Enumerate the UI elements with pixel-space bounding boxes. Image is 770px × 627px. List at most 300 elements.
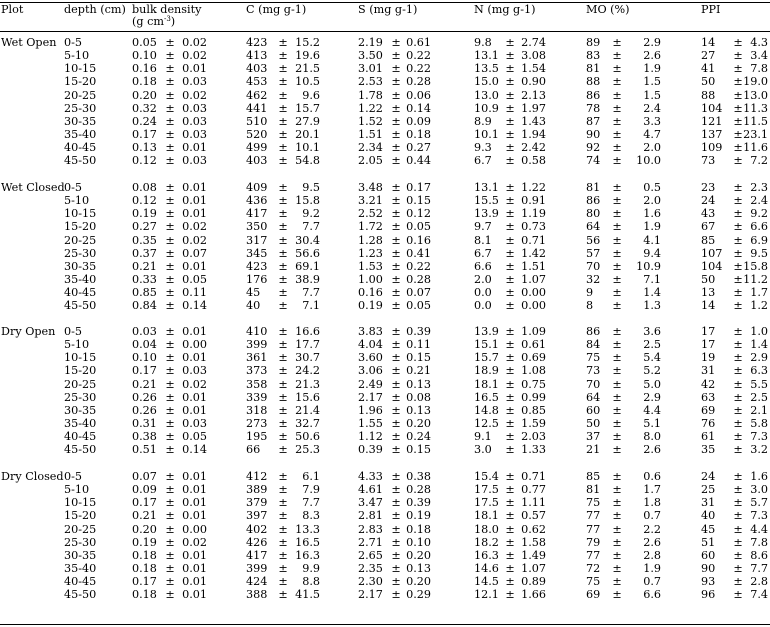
plus-minus-sign: ± [278, 391, 288, 404]
mo-cell: 56 [586, 234, 601, 247]
s-cell: 4.04 [358, 338, 383, 351]
ppi-error-cell: 15.8 [743, 260, 768, 273]
mo-cell: 78 [586, 102, 601, 115]
bd-cell: 0.26 [132, 404, 157, 417]
plus-minus-sign: ± [612, 391, 622, 404]
plus-minus-sign: ± [733, 260, 743, 273]
plus-minus-sign: ± [733, 115, 743, 128]
plus-minus-sign: ± [733, 154, 743, 167]
plus-minus-sign: ± [278, 483, 288, 496]
plus-minus-sign: ± [165, 75, 175, 88]
plus-minus-sign: ± [165, 62, 175, 75]
plus-minus-sign: ± [612, 496, 622, 509]
c-cell: 389 [246, 483, 268, 496]
n-error-cell: 0.90 [521, 75, 546, 88]
s-cell: 1.96 [358, 404, 383, 417]
n-error-cell: 1.22 [521, 181, 546, 194]
plus-minus-sign: ± [165, 207, 175, 220]
s-cell: 3.47 [358, 496, 383, 509]
mo-error-cell: 7.1 [643, 273, 661, 286]
c-error-cell: 30.4 [295, 234, 320, 247]
bd-error-cell: 0.14 [182, 299, 207, 312]
plus-minus-sign: ± [391, 430, 401, 443]
bd-cell: 0.21 [132, 260, 157, 273]
c-error-cell: 32.7 [295, 417, 320, 430]
c-cell: 402 [246, 523, 268, 536]
ppi-cell: 88 [701, 89, 716, 102]
c-error-cell: 16.3 [295, 549, 320, 562]
ppi-cell: 109 [701, 141, 723, 154]
bd-error-cell: 0.01 [182, 496, 207, 509]
bd-cell: 0.32 [132, 102, 157, 115]
plus-minus-sign: ± [733, 378, 743, 391]
ppi-cell: 40 [701, 509, 716, 522]
plus-minus-sign: ± [278, 470, 288, 483]
plus-minus-sign: ± [505, 351, 515, 364]
ppi-cell: 13 [701, 286, 716, 299]
n-cell: 15.5 [474, 194, 499, 207]
plus-minus-sign: ± [278, 181, 288, 194]
bd-cell: 0.19 [132, 207, 157, 220]
plus-minus-sign: ± [391, 509, 401, 522]
bd-error-cell: 0.01 [182, 260, 207, 273]
s-cell: 4.61 [358, 483, 383, 496]
ppi-cell: 14 [701, 36, 716, 49]
bd-error-cell: 0.01 [182, 509, 207, 522]
mo-cell: 8 [586, 299, 594, 312]
mo-cell: 69 [586, 588, 601, 601]
plus-minus-sign: ± [278, 89, 288, 102]
plus-minus-sign: ± [278, 286, 288, 299]
bd-cell: 0.04 [132, 338, 157, 351]
c-error-cell: 9.2 [302, 207, 320, 220]
n-cell: 14.5 [474, 575, 499, 588]
mo-cell: 92 [586, 141, 601, 154]
ppi-error-cell: 23.1 [743, 128, 768, 141]
n-cell: 13.1 [474, 49, 499, 62]
plus-minus-sign: ± [391, 378, 401, 391]
ppi-cell: 50 [701, 75, 716, 88]
s-error-cell: 0.22 [406, 49, 431, 62]
plus-minus-sign: ± [278, 325, 288, 338]
plus-minus-sign: ± [505, 128, 515, 141]
header-sulfur: S (mg g-1) [358, 3, 418, 16]
n-error-cell: 1.58 [521, 536, 546, 549]
ppi-error-cell: 11.6 [743, 141, 768, 154]
n-error-cell: 0.89 [521, 575, 546, 588]
mo-error-cell: 6.6 [643, 588, 661, 601]
n-cell: 17.5 [474, 483, 499, 496]
plus-minus-sign: ± [733, 49, 743, 62]
plus-minus-sign: ± [733, 194, 743, 207]
plus-minus-sign: ± [612, 49, 622, 62]
plus-minus-sign: ± [165, 181, 175, 194]
n-cell: 15.7 [474, 351, 499, 364]
c-cell: 388 [246, 588, 268, 601]
s-cell: 2.30 [358, 575, 383, 588]
plus-minus-sign: ± [278, 430, 288, 443]
plus-minus-sign: ± [165, 443, 175, 456]
c-error-cell: 27.9 [295, 115, 320, 128]
plus-minus-sign: ± [612, 102, 622, 115]
depth-cell: 25-30 [64, 391, 97, 404]
n-error-cell: 2.13 [521, 89, 546, 102]
plus-minus-sign: ± [733, 483, 743, 496]
ppi-cell: 137 [701, 128, 723, 141]
c-error-cell: 15.2 [295, 36, 320, 49]
plus-minus-sign: ± [165, 89, 175, 102]
plus-minus-sign: ± [612, 181, 622, 194]
plus-minus-sign: ± [505, 220, 515, 233]
plus-minus-sign: ± [733, 575, 743, 588]
plus-minus-sign: ± [733, 62, 743, 75]
c-cell: 273 [246, 417, 268, 430]
s-cell: 1.00 [358, 273, 383, 286]
ppi-error-cell: 11.5 [743, 115, 768, 128]
c-error-cell: 9.6 [302, 89, 320, 102]
s-cell: 0.39 [358, 443, 383, 456]
plus-minus-sign: ± [391, 404, 401, 417]
plus-minus-sign: ± [612, 141, 622, 154]
c-cell: 409 [246, 181, 268, 194]
ppi-error-cell: 3.4 [750, 49, 768, 62]
s-cell: 3.21 [358, 194, 383, 207]
s-error-cell: 0.11 [406, 338, 431, 351]
plus-minus-sign: ± [733, 443, 743, 456]
plus-minus-sign: ± [505, 483, 515, 496]
plus-minus-sign: ± [505, 404, 515, 417]
plus-minus-sign: ± [165, 496, 175, 509]
mo-error-cell: 1.9 [643, 562, 661, 575]
ppi-error-cell: 7.2 [750, 154, 768, 167]
plus-minus-sign: ± [391, 536, 401, 549]
bd-error-cell: 0.11 [182, 286, 207, 299]
ppi-error-cell: 6.6 [750, 220, 768, 233]
bd-error-cell: 0.03 [182, 364, 207, 377]
plus-minus-sign: ± [733, 430, 743, 443]
plus-minus-sign: ± [505, 141, 515, 154]
ppi-cell: 96 [701, 588, 716, 601]
plus-minus-sign: ± [165, 141, 175, 154]
plus-minus-sign: ± [391, 128, 401, 141]
s-cell: 2.81 [358, 509, 383, 522]
depth-cell: 40-45 [64, 575, 97, 588]
c-error-cell: 41.5 [295, 588, 320, 601]
s-cell: 2.83 [358, 523, 383, 536]
depth-cell: 45-50 [64, 299, 97, 312]
ppi-cell: 45 [701, 523, 716, 536]
plus-minus-sign: ± [612, 207, 622, 220]
plus-minus-sign: ± [505, 575, 515, 588]
ppi-error-cell: 7.8 [750, 536, 768, 549]
c-error-cell: 20.1 [295, 128, 320, 141]
bd-cell: 0.31 [132, 417, 157, 430]
bd-cell: 0.12 [132, 194, 157, 207]
s-error-cell: 0.09 [406, 115, 431, 128]
n-error-cell: 1.07 [521, 562, 546, 575]
plus-minus-sign: ± [278, 417, 288, 430]
c-cell: 520 [246, 128, 268, 141]
c-error-cell: 24.2 [295, 364, 320, 377]
bd-cell: 0.27 [132, 220, 157, 233]
plus-minus-sign: ± [278, 154, 288, 167]
bd-error-cell: 0.02 [182, 49, 207, 62]
depth-cell: 5-10 [64, 483, 90, 496]
c-error-cell: 56.6 [295, 247, 320, 260]
n-error-cell: 1.07 [521, 273, 546, 286]
c-error-cell: 38.9 [295, 273, 320, 286]
c-cell: 426 [246, 536, 268, 549]
mo-error-cell: 5.2 [643, 364, 661, 377]
depth-cell: 10-15 [64, 351, 97, 364]
depth-cell: 5-10 [64, 49, 90, 62]
bd-error-cell: 0.03 [182, 154, 207, 167]
bd-error-cell: 0.01 [182, 575, 207, 588]
c-cell: 410 [246, 325, 268, 338]
n-cell: 18.1 [474, 509, 499, 522]
c-cell: 441 [246, 102, 268, 115]
plus-minus-sign: ± [505, 154, 515, 167]
ppi-error-cell: 4.3 [750, 36, 768, 49]
mo-cell: 70 [586, 378, 601, 391]
c-cell: 195 [246, 430, 268, 443]
s-error-cell: 0.38 [406, 470, 431, 483]
plus-minus-sign: ± [278, 115, 288, 128]
depth-cell: 5-10 [64, 194, 90, 207]
plus-minus-sign: ± [612, 364, 622, 377]
s-cell: 2.52 [358, 207, 383, 220]
depth-cell: 25-30 [64, 247, 97, 260]
mo-cell: 32 [586, 273, 601, 286]
bd-error-cell: 0.03 [182, 128, 207, 141]
plus-minus-sign: ± [165, 562, 175, 575]
bd-cell: 0.18 [132, 549, 157, 562]
ppi-error-cell: 11.2 [743, 273, 768, 286]
plus-minus-sign: ± [391, 364, 401, 377]
mo-error-cell: 5.1 [643, 417, 661, 430]
bd-cell: 0.03 [132, 325, 157, 338]
plus-minus-sign: ± [733, 391, 743, 404]
bd-error-cell: 0.01 [182, 404, 207, 417]
depth-cell: 40-45 [64, 286, 97, 299]
n-error-cell: 1.11 [521, 496, 546, 509]
depth-cell: 20-25 [64, 523, 97, 536]
depth-cell: 45-50 [64, 588, 97, 601]
mo-cell: 86 [586, 89, 601, 102]
s-cell: 3.06 [358, 364, 383, 377]
n-error-cell: 2.74 [521, 36, 546, 49]
ppi-cell: 104 [701, 102, 723, 115]
n-error-cell: 1.19 [521, 207, 546, 220]
c-cell: 399 [246, 338, 268, 351]
bd-cell: 0.18 [132, 75, 157, 88]
bd-cell: 0.33 [132, 273, 157, 286]
s-cell: 1.78 [358, 89, 383, 102]
ppi-cell: 24 [701, 470, 716, 483]
c-error-cell: 21.3 [295, 378, 320, 391]
mo-error-cell: 3.6 [643, 325, 661, 338]
c-error-cell: 50.6 [295, 430, 320, 443]
plus-minus-sign: ± [165, 509, 175, 522]
n-error-cell: 1.42 [521, 247, 546, 260]
plus-minus-sign: ± [278, 194, 288, 207]
plus-minus-sign: ± [278, 128, 288, 141]
c-cell: 510 [246, 115, 268, 128]
n-cell: 15.0 [474, 75, 499, 88]
n-error-cell: 0.00 [521, 299, 546, 312]
mo-cell: 85 [586, 470, 601, 483]
c-cell: 462 [246, 89, 268, 102]
s-cell: 3.50 [358, 49, 383, 62]
s-cell: 1.28 [358, 234, 383, 247]
plus-minus-sign: ± [391, 470, 401, 483]
s-error-cell: 0.08 [406, 391, 431, 404]
plus-minus-sign: ± [391, 562, 401, 575]
header-bulk-density: bulk density [132, 3, 202, 16]
plus-minus-sign: ± [733, 536, 743, 549]
plus-minus-sign: ± [165, 378, 175, 391]
plus-minus-sign: ± [612, 430, 622, 443]
mo-cell: 86 [586, 194, 601, 207]
ppi-error-cell: 5.7 [750, 496, 768, 509]
plus-minus-sign: ± [612, 523, 622, 536]
depth-cell: 30-35 [64, 260, 97, 273]
s-error-cell: 0.13 [406, 562, 431, 575]
s-error-cell: 0.22 [406, 260, 431, 273]
bd-cell: 0.10 [132, 351, 157, 364]
c-error-cell: 7.9 [302, 483, 320, 496]
c-error-cell: 30.7 [295, 351, 320, 364]
mo-cell: 81 [586, 483, 601, 496]
n-error-cell: 0.91 [521, 194, 546, 207]
plus-minus-sign: ± [165, 536, 175, 549]
c-error-cell: 10.5 [295, 75, 320, 88]
plus-minus-sign: ± [733, 325, 743, 338]
plus-minus-sign: ± [733, 247, 743, 260]
n-cell: 18.9 [474, 364, 499, 377]
mo-cell: 84 [586, 338, 601, 351]
mo-cell: 89 [586, 36, 601, 49]
ppi-cell: 67 [701, 220, 716, 233]
plus-minus-sign: ± [165, 338, 175, 351]
n-error-cell: 1.54 [521, 62, 546, 75]
ppi-cell: 17 [701, 325, 716, 338]
bd-error-cell: 0.01 [182, 549, 207, 562]
mo-cell: 73 [586, 364, 601, 377]
s-cell: 2.53 [358, 75, 383, 88]
n-cell: 15.1 [474, 338, 499, 351]
n-cell: 13.9 [474, 325, 499, 338]
n-error-cell: 1.51 [521, 260, 546, 273]
c-cell: 358 [246, 378, 268, 391]
plus-minus-sign: ± [391, 154, 401, 167]
plus-minus-sign: ± [391, 181, 401, 194]
n-error-cell: 0.69 [521, 351, 546, 364]
mo-cell: 64 [586, 391, 601, 404]
plus-minus-sign: ± [391, 299, 401, 312]
n-cell: 13.0 [474, 89, 499, 102]
ppi-cell: 73 [701, 154, 716, 167]
mo-error-cell: 2.2 [643, 523, 661, 536]
header-rule [0, 31, 770, 32]
c-cell: 176 [246, 273, 268, 286]
ppi-cell: 90 [701, 562, 716, 575]
s-error-cell: 0.20 [406, 417, 431, 430]
s-cell: 2.35 [358, 562, 383, 575]
plus-minus-sign: ± [165, 470, 175, 483]
bd-cell: 0.19 [132, 536, 157, 549]
n-cell: 8.1 [474, 234, 492, 247]
plus-minus-sign: ± [391, 194, 401, 207]
plus-minus-sign: ± [391, 89, 401, 102]
bd-cell: 0.24 [132, 115, 157, 128]
mo-error-cell: 3.3 [643, 115, 661, 128]
bd-error-cell: 0.05 [182, 273, 207, 286]
s-error-cell: 0.15 [406, 351, 431, 364]
plus-minus-sign: ± [612, 234, 622, 247]
mo-error-cell: 1.7 [643, 483, 661, 496]
depth-cell: 15-20 [64, 220, 97, 233]
depth-cell: 20-25 [64, 378, 97, 391]
plus-minus-sign: ± [278, 575, 288, 588]
plus-minus-sign: ± [391, 325, 401, 338]
plus-minus-sign: ± [165, 364, 175, 377]
s-cell: 4.33 [358, 470, 383, 483]
plus-minus-sign: ± [733, 234, 743, 247]
ppi-cell: 93 [701, 575, 716, 588]
plus-minus-sign: ± [505, 89, 515, 102]
n-error-cell: 0.57 [521, 509, 546, 522]
plus-minus-sign: ± [612, 549, 622, 562]
c-cell: 424 [246, 575, 268, 588]
plus-minus-sign: ± [278, 36, 288, 49]
mo-error-cell: 10.0 [636, 154, 661, 167]
bd-error-cell: 0.01 [182, 194, 207, 207]
plus-minus-sign: ± [278, 102, 288, 115]
c-error-cell: 7.7 [302, 286, 320, 299]
plus-minus-sign: ± [505, 509, 515, 522]
s-error-cell: 0.14 [406, 102, 431, 115]
depth-cell: 0-5 [64, 36, 83, 49]
mo-error-cell: 8.0 [643, 430, 661, 443]
plus-minus-sign: ± [278, 247, 288, 260]
ppi-cell: 69 [701, 404, 716, 417]
header-depth: depth (cm) [64, 3, 126, 16]
plus-minus-sign: ± [733, 286, 743, 299]
plus-minus-sign: ± [278, 75, 288, 88]
c-cell: 417 [246, 207, 268, 220]
bd-cell: 0.17 [132, 575, 157, 588]
s-cell: 1.72 [358, 220, 383, 233]
c-cell: 423 [246, 260, 268, 273]
n-cell: 9.7 [474, 220, 492, 233]
n-cell: 17.5 [474, 496, 499, 509]
ppi-error-cell: 2.4 [750, 194, 768, 207]
bd-error-cell: 0.02 [182, 220, 207, 233]
plus-minus-sign: ± [278, 220, 288, 233]
plus-minus-sign: ± [165, 128, 175, 141]
mo-error-cell: 4.7 [643, 128, 661, 141]
plus-minus-sign: ± [391, 286, 401, 299]
ppi-cell: 61 [701, 430, 716, 443]
plus-minus-sign: ± [505, 207, 515, 220]
c-cell: 423 [246, 36, 268, 49]
plot-label: Wet Closed [1, 181, 65, 194]
mo-error-cell: 2.6 [643, 49, 661, 62]
s-cell: 2.34 [358, 141, 383, 154]
n-cell: 15.4 [474, 470, 499, 483]
plus-minus-sign: ± [165, 286, 175, 299]
